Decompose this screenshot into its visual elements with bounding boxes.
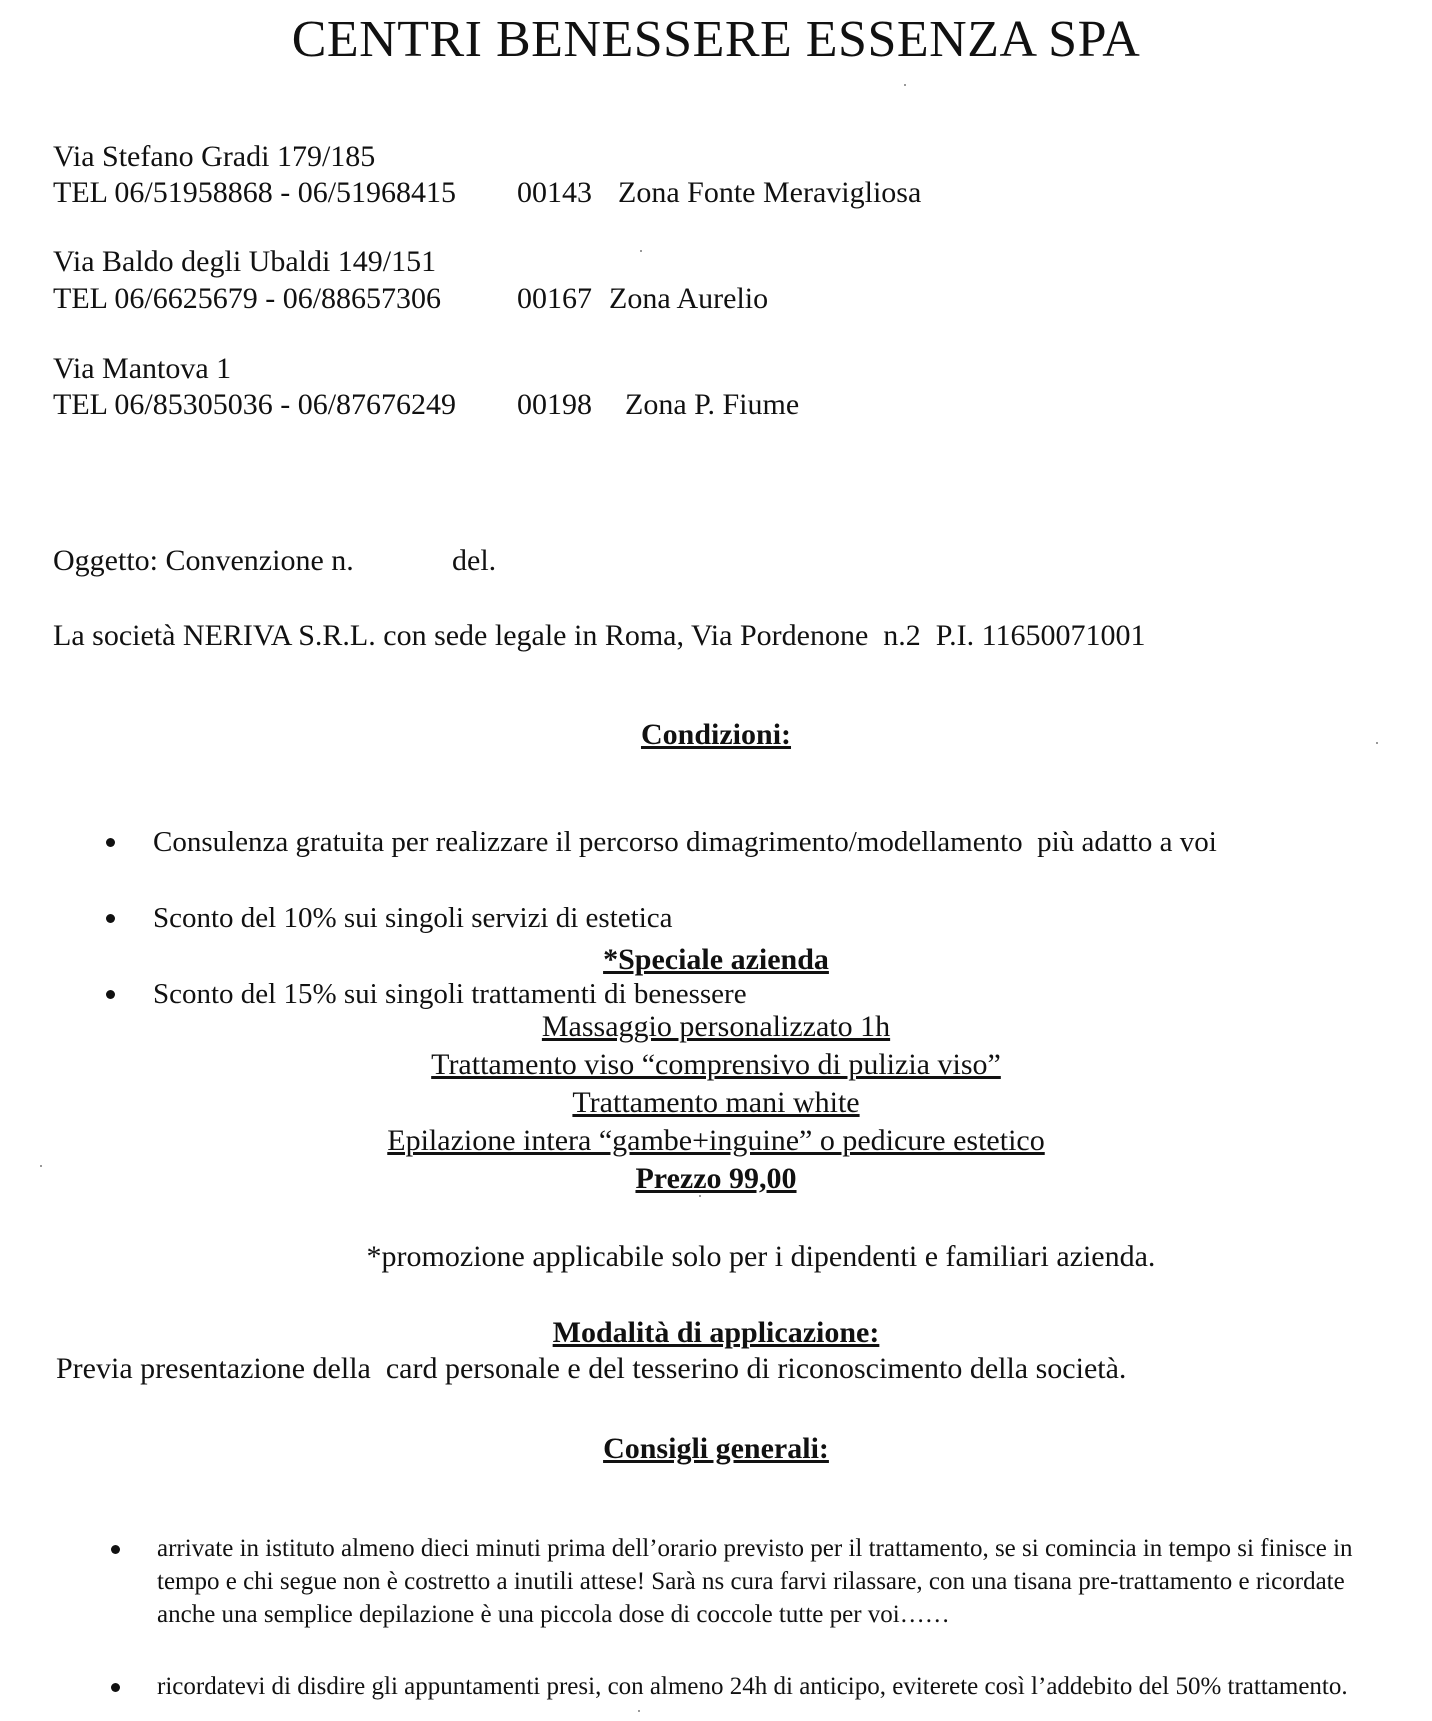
- scan-speck: [699, 1195, 701, 1197]
- special-price: Prezzo 99,00: [635, 1162, 797, 1195]
- location-1-cap: 00143: [517, 176, 592, 209]
- bullet-icon: [111, 1545, 120, 1554]
- scan-speck: [1376, 742, 1378, 744]
- location-1-tel: TEL 06/51958868 - 06/51968415: [53, 176, 457, 209]
- scan-speck: [40, 1165, 42, 1167]
- special-item: Epilazione intera “gambe+inguine” o pedicure estetico: [387, 1124, 1045, 1157]
- location-3-cap: 00198: [517, 388, 592, 421]
- bullet-icon: [106, 914, 115, 923]
- condition-text: Consulenza gratuita per realizzare il percorso dimagrimento/modellamento più adatto a voi: [153, 826, 1217, 858]
- advice-list: [157, 1496, 1397, 1721]
- location-2-tel: TEL 06/6625679 - 06/88657306: [53, 282, 442, 315]
- location-1-street: Via Stefano Gradi 179/185: [53, 140, 376, 173]
- special-item: Trattamento viso “comprensivo di pulizia viso”: [431, 1048, 1001, 1081]
- location-3-zone: Zona P. Fiume: [625, 388, 800, 421]
- application-heading: Modalità di applicazione:: [552, 1316, 880, 1349]
- special-item: Trattamento mani white: [572, 1086, 860, 1119]
- conditions-heading: Condizioni:: [640, 718, 792, 751]
- advice-text: arrivate in istituto almeno dieci minuti prima dell’orario previsto per il trattamento, se si comincia in tempo si finisce in tempo e chi segue non è costretto a inutili attese! Sarà ns cura farvi rilassare, con una tisana pre-trattamento e ricordate anche una semplice depilazione è una piccola dose di coccole tutte per voi……: [157, 1535, 1353, 1628]
- condition-text: Sconto del 15% sui singoli trattamenti di benessere: [153, 978, 747, 1010]
- location-2-zone: Zona Aurelio: [609, 282, 769, 315]
- list-item: [157, 1670, 1397, 1703]
- conditions-list: [153, 786, 1413, 1032]
- bullet-icon: [111, 1683, 120, 1692]
- subject-date-label: del.: [452, 544, 497, 577]
- special-item: Massaggio personalizzato 1h: [541, 1010, 891, 1043]
- scan-speck: [640, 250, 642, 252]
- list-item: [153, 822, 1413, 862]
- bullet-icon: [106, 990, 115, 999]
- scan-speck: [904, 84, 906, 86]
- special-note: *promozione applicabile solo per i dipendenti e familiari azienda.: [366, 1240, 1156, 1273]
- subject-label: Oggetto: Convenzione n.: [53, 544, 354, 577]
- location-1-zone: Zona Fonte Meravigliosa: [618, 176, 922, 209]
- location-2-cap: 00167: [517, 282, 592, 315]
- company-line: La società NERIVA S.R.L. con sede legale in Roma, Via Pordenone n.2 P.I. 11650071001: [53, 619, 1146, 652]
- list-item: [153, 898, 1413, 938]
- location-2-street: Via Baldo degli Ubaldi 149/151: [53, 245, 437, 278]
- list-item: [157, 1532, 1397, 1631]
- letterhead-title: CENTRI BENESSERE ESSENZA SPA: [291, 11, 1141, 68]
- special-heading: *Speciale azienda: [603, 943, 829, 976]
- application-text: Previa presentazione della card personale e del tesserino di riconoscimento della società.: [56, 1352, 1127, 1385]
- condition-text: Sconto del 10% sui singoli servizi di estetica: [153, 902, 673, 934]
- location-3-tel: TEL 06/85305036 - 06/87676249: [53, 388, 457, 421]
- location-3-street: Via Mantova 1: [53, 352, 232, 385]
- advice-heading: Consigli generali:: [603, 1432, 829, 1465]
- list-item: [153, 974, 1413, 1014]
- advice-text: ricordatevi di disdire gli appuntamenti presi, con almeno 24h di anticipo, eviterete così l’addebito del 50% trattamento.: [157, 1673, 1348, 1700]
- scan-speck: [638, 1710, 640, 1712]
- bullet-icon: [106, 838, 115, 847]
